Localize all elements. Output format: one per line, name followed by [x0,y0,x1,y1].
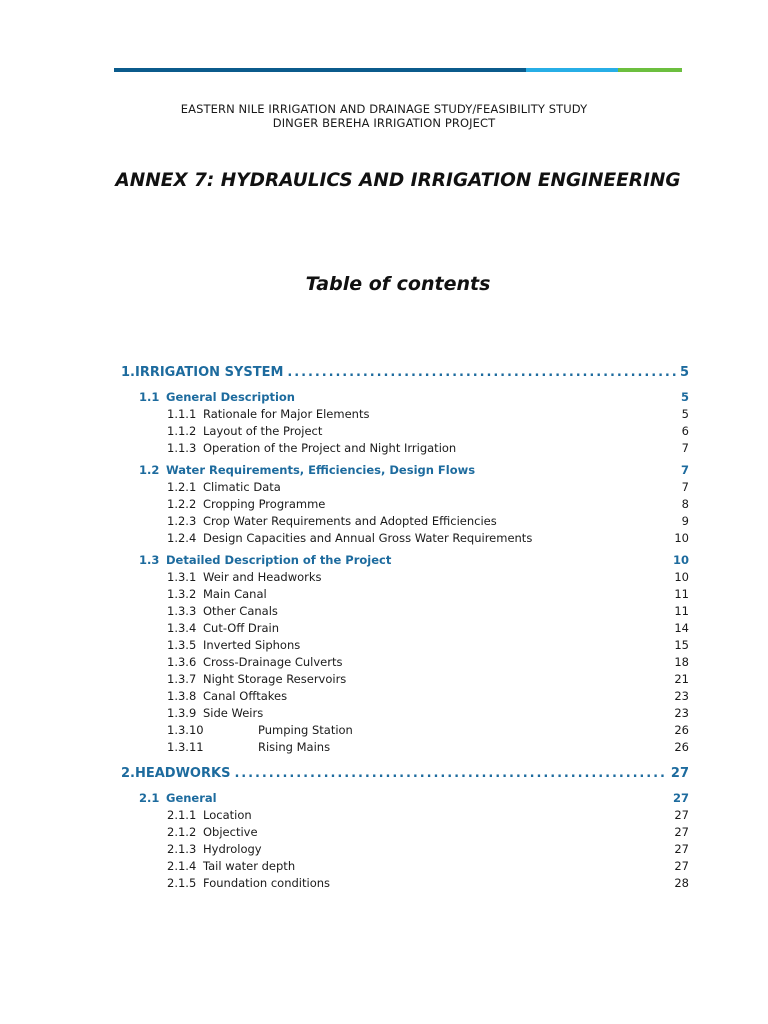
toc-entry-1-2-3[interactable] [121,513,689,530]
toc-number: 1.3.10 [167,723,204,737]
toc-page: 27 [674,825,689,839]
toc-page: 14 [674,621,689,635]
toc-page: 27 [674,808,689,822]
toc-number: 2.1.2 [167,825,197,839]
toc-page: 7 [681,480,689,494]
header-bar-green-segment [618,68,682,72]
toc-page: 5 [679,365,689,380]
toc-entry-2[interactable] [121,763,689,785]
toc-title: Cut-Off Drain [203,621,280,635]
toc-number: 1.3.7 [167,672,197,686]
toc-title: Rising Mains [258,740,331,754]
toc-page: 5 [681,407,689,421]
toc-entry-2-1-4[interactable] [121,858,689,875]
toc-page: 27 [672,791,689,805]
toc-entry-1-3-7[interactable] [121,671,689,688]
toc-entry-1-3-5[interactable] [121,637,689,654]
toc-title: HEADWORKS [134,766,231,781]
toc-title: Climatic Data [203,480,281,494]
toc-page: 15 [674,638,689,652]
toc-entry-1-1-3[interactable] [121,440,689,457]
toc-number: 2.1.4 [167,859,197,873]
toc-leader-dots [287,362,676,384]
toc-entry-1-2[interactable] [121,462,689,479]
toc-entry-1-1[interactable] [121,389,689,406]
toc-page: 23 [674,689,689,703]
running-header [0,102,768,130]
toc-entry-2-1-2[interactable] [121,824,689,841]
toc-title: Water Requirements, Efficiencies, Design Flows [166,463,476,477]
header-bar-dark-segment [114,68,526,72]
toc-entry-1-2-2[interactable] [121,496,689,513]
toc-title: Pumping Station [258,723,353,737]
toc-number: 1.3.8 [167,689,197,703]
toc-number: 1.3.5 [167,638,197,652]
toc-number: 1.1.3 [167,441,197,455]
toc-title: Objective [203,825,258,839]
toc-entry-1-3-4[interactable] [121,620,689,637]
toc-title: Tail water depth [203,859,296,873]
toc-number: 1.2.3 [167,514,197,528]
toc-number: 2. [121,766,135,781]
toc-entry-2-1-3[interactable] [121,841,689,858]
toc-page: 26 [674,740,689,754]
toc-number: 2.1.5 [167,876,197,890]
toc-title: IRRIGATION SYSTEM [134,365,284,380]
toc-entry-1-1-1[interactable] [121,406,689,423]
toc-number: 1.3.1 [167,570,197,584]
toc-entry-1-3-8[interactable] [121,688,689,705]
toc-number: 1. [121,365,135,380]
toc-number: 1.2.4 [167,531,197,545]
toc-number: 1.3.3 [167,604,197,618]
toc-entry-2-1[interactable] [121,790,689,807]
toc-entry-1-3-11[interactable] [121,739,689,756]
toc-page: 26 [674,723,689,737]
toc-number: 1.3.6 [167,655,197,669]
toc-title: Crop Water Requirements and Adopted Efficiencies [203,514,497,528]
toc-number: 1.2 [139,463,160,477]
toc-page: 7 [680,463,689,477]
toc-title: Operation of the Project and Night Irrigation [203,441,457,455]
toc-title: Other Canals [203,604,278,618]
toc-title: Cropping Programme [203,497,326,511]
toc-page: 18 [674,655,689,669]
toc-number: 1.3.2 [167,587,197,601]
toc-entry-1-3-6[interactable] [121,654,689,671]
toc-page: 10 [674,531,689,545]
toc-page: 6 [681,424,689,438]
toc-number: 1.3.4 [167,621,197,635]
toc-number: 1.3.9 [167,706,197,720]
toc-page: 27 [674,859,689,873]
toc-number: 1.2.2 [167,497,197,511]
annex-title: ANNEX 7: HYDRAULICS AND IRRIGATION ENGINEERING [115,170,681,191]
toc-title: Inverted Siphons [203,638,301,652]
toc-title: Night Storage Reservoirs [203,672,347,686]
toc-title: General [166,791,217,805]
toc-number: 1.3 [139,553,160,567]
toc-page: 23 [674,706,689,720]
toc-page: 27 [670,766,689,781]
toc-title: Canal Offtakes [203,689,288,703]
toc-leader-dots [234,763,666,785]
header-bar-light-segment [526,68,618,72]
toc-entry-1-2-4[interactable] [121,530,689,547]
toc-entry-1-3-2[interactable] [121,586,689,603]
toc-page: 11 [674,587,689,601]
toc-page: 11 [674,604,689,618]
header-study-title: EASTERN NILE IRRIGATION AND DRAINAGE STUDY/FEASIBILITY STUDY [180,102,588,116]
toc-entry-2-1-1[interactable] [121,807,689,824]
header-color-bar [114,68,682,72]
toc-entry-1-3-10[interactable] [121,722,689,739]
toc-number: 1.1.2 [167,424,197,438]
toc-title: Cross-Drainage Culverts [203,655,343,669]
toc-entry-1-3-3[interactable] [121,603,689,620]
toc-title: Layout of the Project [203,424,323,438]
toc-page: 21 [674,672,689,686]
toc-page: 27 [674,842,689,856]
toc-entry-1[interactable] [121,362,689,384]
toc-page: 7 [681,441,689,455]
toc-number: 1.1 [139,390,160,404]
toc-heading: Table of contents [305,273,491,295]
toc-number: 1.1.1 [167,407,197,421]
header-project-title: DINGER BEREHA IRRIGATION PROJECT [272,116,496,130]
toc-title: General Description [166,390,295,404]
table-of-contents [121,362,689,892]
toc-entry-2-1-5[interactable] [121,875,689,892]
toc-title: Detailed Description of the Project [166,553,392,567]
toc-page: 5 [680,390,689,404]
toc-entry-1-1-2[interactable] [121,423,689,440]
toc-entry-1-3-9[interactable] [121,705,689,722]
toc-number: 1.2.1 [167,480,197,494]
toc-number: 2.1.1 [167,808,197,822]
toc-title: Design Capacities and Annual Gross Water Requirements [203,531,533,545]
toc-page: 8 [681,497,689,511]
toc-page: 10 [672,553,689,567]
toc-title: Main Canal [203,587,267,601]
toc-entry-1-2-1[interactable] [121,479,689,496]
toc-number: 2.1.3 [167,842,197,856]
toc-number: 1.3.11 [167,740,204,754]
toc-title: Side Weirs [203,706,264,720]
toc-page: 28 [674,876,689,890]
toc-title: Foundation conditions [203,876,331,890]
toc-title: Hydrology [203,842,262,856]
toc-entry-1-3-1[interactable] [121,569,689,586]
toc-title: Rationale for Major Elements [203,407,370,421]
toc-entry-1-3[interactable] [121,552,689,569]
toc-title: Location [203,808,252,822]
toc-page: 10 [674,570,689,584]
toc-number: 2.1 [139,791,160,805]
toc-page: 9 [681,514,689,528]
toc-title: Weir and Headworks [203,570,322,584]
